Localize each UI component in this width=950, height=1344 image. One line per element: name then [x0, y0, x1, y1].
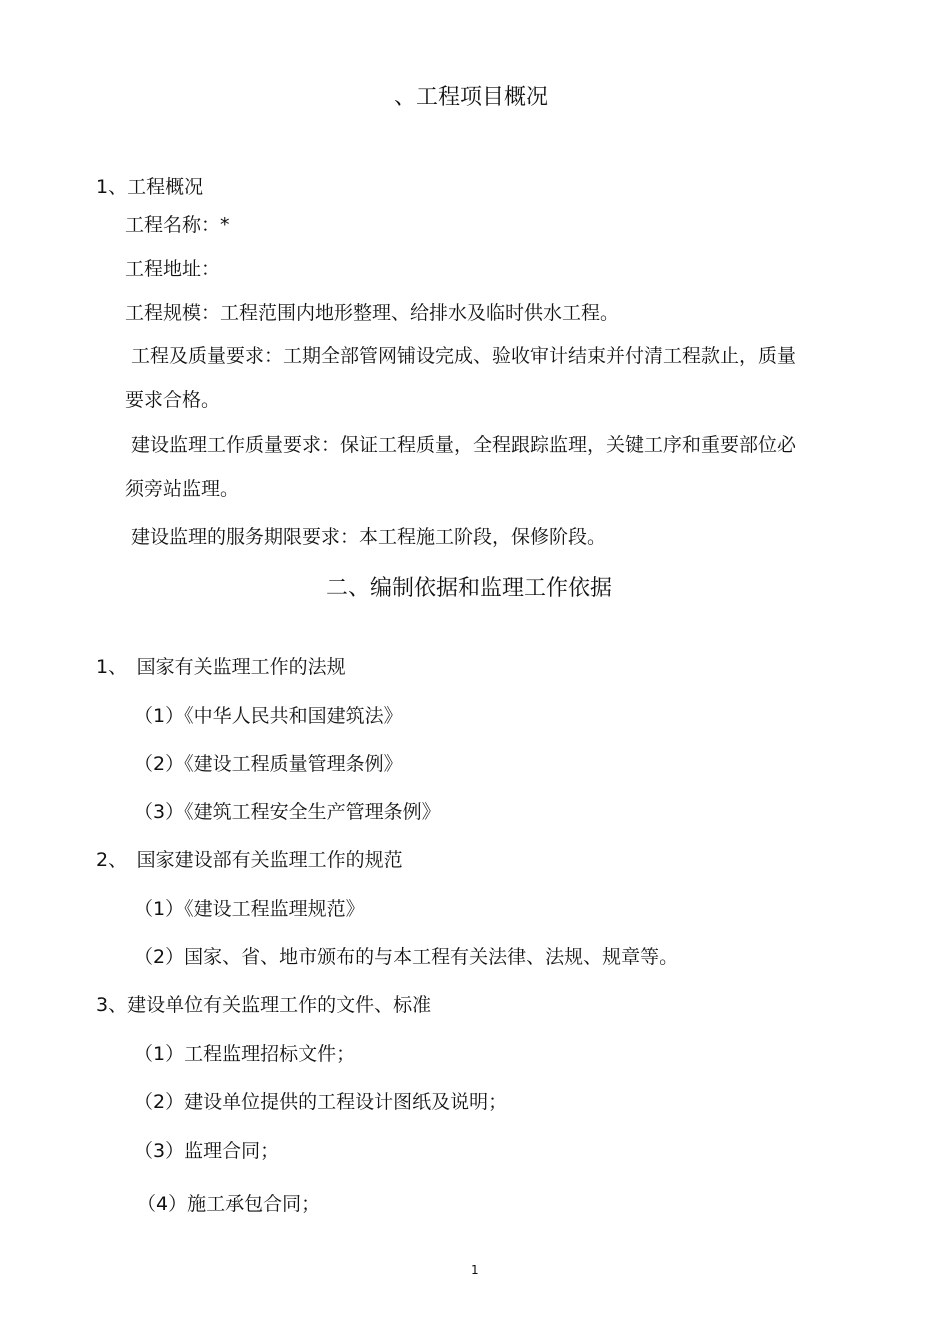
project-address: 工程地址： — [125, 258, 221, 280]
list-item: （3）《建筑工程安全生产管理条例》 — [134, 801, 441, 823]
group-1-title: 1、 国家有关监理工作的法规 — [96, 656, 346, 678]
service-period: 建设监理的服务期限要求：本工程施工阶段，保修阶段。 — [131, 526, 607, 548]
list-item: （1）工程监理招标文件； — [134, 1043, 356, 1065]
group-3-title: 3、建设单位有关监理工作的文件、标准 — [96, 994, 432, 1016]
group-2-title: 2、 国家建设部有关监理工作的规范 — [96, 849, 403, 871]
list-item: （1）《建设工程监理规范》 — [134, 898, 365, 920]
supervision-quality-line1: 建设监理工作质量要求：保证工程质量，全程跟踪监理，关键工序和重要部位必 — [131, 434, 797, 456]
list-item: （2）国家、省、地市颁布的与本工程有关法律、法规、规章等。 — [134, 946, 679, 968]
supervision-quality-line2: 须旁站监理。 — [125, 478, 240, 500]
list-item: （1）《中华人民共和国建筑法》 — [134, 705, 403, 727]
list-item: （2）建设单位提供的工程设计图纸及说明； — [134, 1091, 508, 1113]
quality-requirement-line1: 工程及质量要求：工期全部管网铺设完成、验收审计结束并付清工程款止，质量 — [131, 345, 797, 367]
quality-requirement-line2: 要求合格。 — [125, 389, 221, 411]
project-scale: 工程规模：工程范围内地形整理、给排水及临时供水工程。 — [125, 302, 620, 324]
list-item: （4）施工承包合同； — [137, 1193, 321, 1215]
list-item: （2）《建设工程质量管理条例》 — [134, 753, 403, 775]
project-name: 工程名称：* — [125, 214, 230, 236]
list-item: （3）监理合同； — [134, 1140, 280, 1162]
page-number: 1 — [471, 1263, 479, 1277]
section-1-heading: 、工程项目概况 — [394, 85, 549, 110]
subsection-1-title: 1、工程概况 — [96, 176, 204, 198]
section-2-heading: 二、编制依据和监理工作依据 — [326, 576, 613, 601]
